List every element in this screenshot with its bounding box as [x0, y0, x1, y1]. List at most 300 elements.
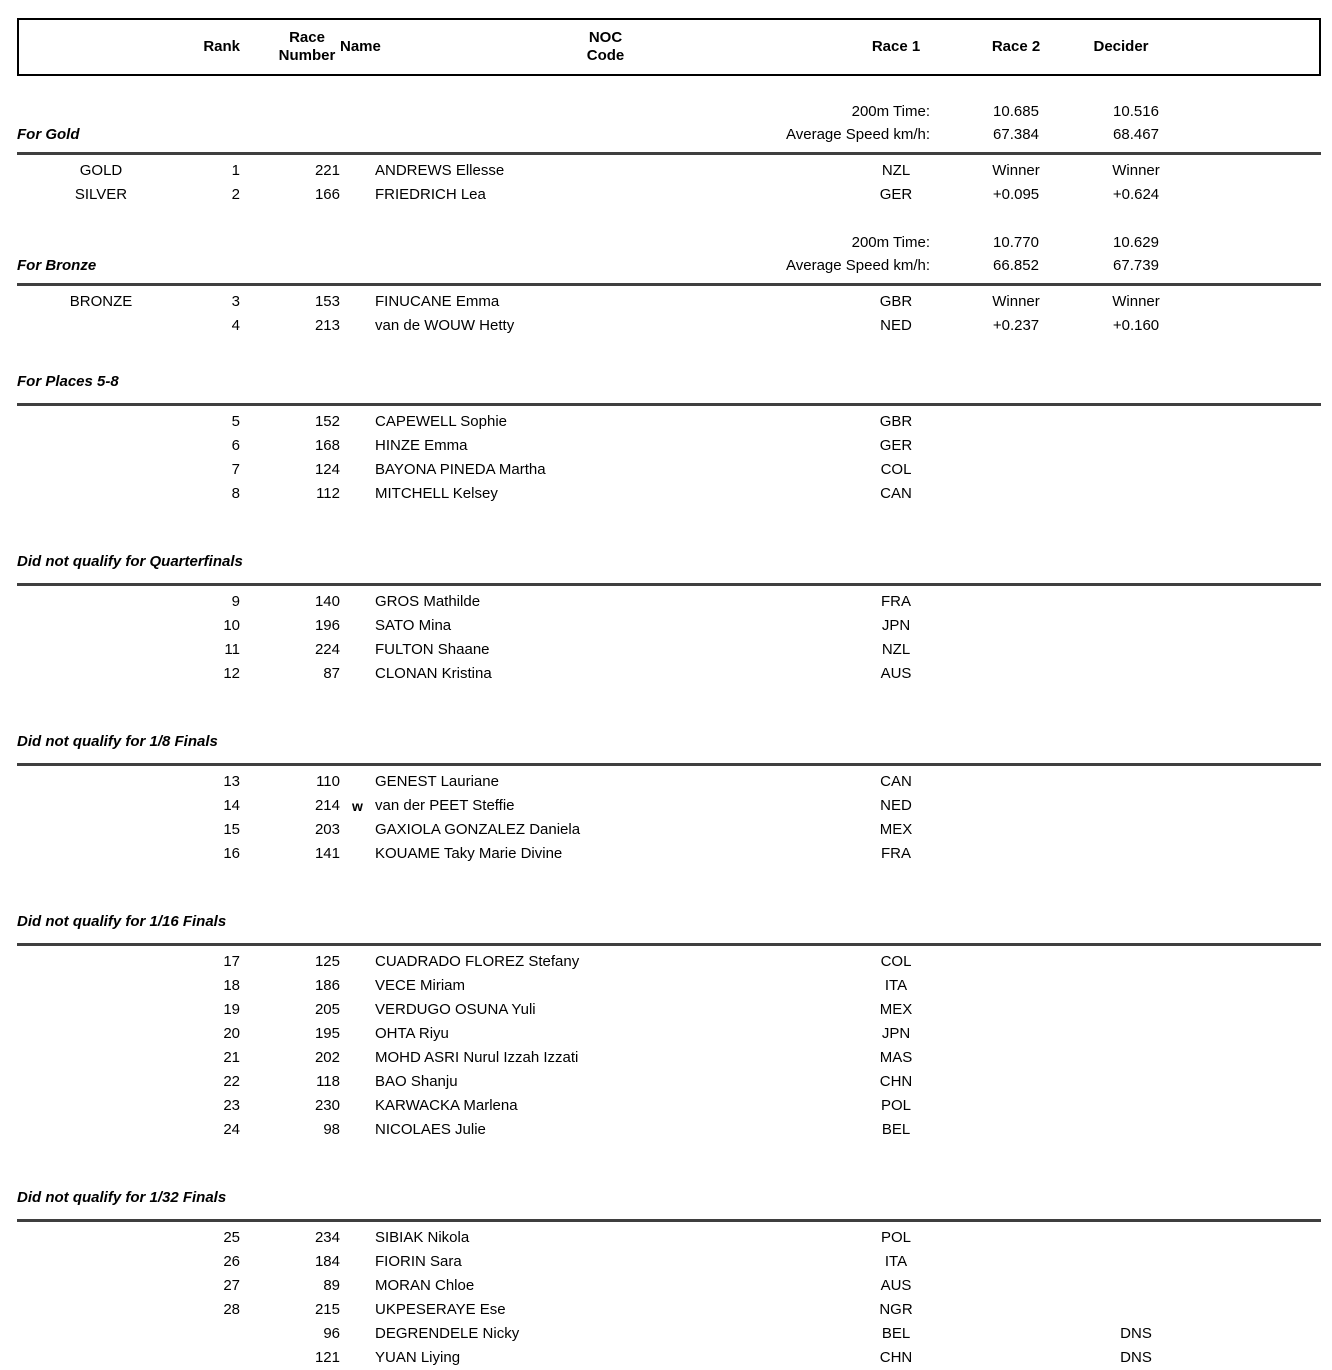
race-number-cell: 184 [314, 1253, 340, 1270]
decider-cell [1196, 482, 1321, 506]
race2-cell [1076, 1298, 1196, 1322]
race2-cell: DNS [1120, 1349, 1152, 1366]
race2-cell [1076, 590, 1196, 614]
relegation-note [340, 1274, 375, 1298]
rank-cell: 8 [231, 485, 240, 502]
table-row [17, 998, 1321, 1022]
relegation-note [340, 770, 375, 794]
noc-code-column-header [375, 29, 836, 65]
race-number-cell: 215 [314, 1301, 340, 1318]
section-rows [17, 159, 1321, 207]
rank-column-header: Rank [203, 38, 240, 55]
race2-cell [1076, 1274, 1196, 1298]
table-row [17, 770, 1321, 794]
rank-cell: 26 [223, 1253, 240, 1270]
medal-label [17, 818, 185, 842]
race1-cell: +0.095 [992, 186, 1040, 203]
race1-cell [956, 1298, 1076, 1322]
table-row [17, 1022, 1321, 1046]
race-number-cell: 186 [314, 977, 340, 994]
rank-cell: 18 [223, 977, 240, 994]
race2-cell [1076, 1250, 1196, 1274]
relegation-note [340, 614, 375, 638]
race-number-cell: 110 [316, 773, 340, 790]
race1-cell [956, 794, 1076, 818]
decider-column-header: Decider [1093, 38, 1149, 55]
rank-cell: 10 [223, 617, 240, 634]
relegation-note [340, 1046, 375, 1070]
section-title: Did not qualify for 1/16 Finals [17, 913, 227, 930]
name-cell: KOUAME Taky Marie Divine [375, 845, 563, 862]
section-rows [17, 950, 1321, 1142]
relegation-note [340, 1298, 375, 1322]
race1-cell [956, 770, 1076, 794]
decider-cell [1196, 314, 1321, 338]
section-title: Did not qualify for Quarterfinals [17, 553, 243, 570]
noc-cell: NZL [881, 641, 911, 658]
relegation-note [340, 183, 375, 207]
race2-cell [1076, 818, 1196, 842]
section-rows [17, 410, 1321, 506]
name-cell: VECE Miriam [375, 977, 466, 994]
race-number-cell: 140 [314, 593, 340, 610]
medal-label [17, 1094, 185, 1118]
decider-cell [1196, 638, 1321, 662]
race2-cell: Winner [1112, 293, 1160, 310]
race1-cell [956, 590, 1076, 614]
relegation-note [340, 482, 375, 506]
table-row [17, 794, 1321, 818]
race1-cell [956, 434, 1076, 458]
race1-cell [956, 974, 1076, 998]
race1-cell [956, 842, 1076, 866]
name-cell: SIBIAK Nikola [375, 1229, 470, 1246]
noc-cell: MEX [879, 1001, 913, 1018]
name-cell: MOHD ASRI Nurul Izzah Izzati [375, 1049, 579, 1066]
rank-cell: 3 [231, 293, 240, 310]
race1-cell [956, 662, 1076, 686]
table-row [17, 434, 1321, 458]
relegation-note [340, 1022, 375, 1046]
race-number-cell: 112 [316, 485, 340, 502]
medal-label [17, 590, 185, 614]
race-number-cell: 153 [314, 293, 340, 310]
relegation-note [340, 159, 375, 183]
section-divider [17, 1219, 1321, 1222]
noc-cell: NED [880, 317, 912, 334]
race2-cell: +0.160 [1112, 317, 1160, 334]
race2-cell [1076, 1118, 1196, 1142]
race-number-cell: 125 [314, 953, 340, 970]
noc-cell: AUS [880, 665, 912, 682]
race-number-cell: 205 [314, 1001, 340, 1018]
table-row [17, 638, 1321, 662]
decider-cell [1196, 1046, 1321, 1070]
table-row [17, 842, 1321, 866]
section-divider [17, 763, 1321, 766]
table-row [17, 1346, 1321, 1370]
rank-cell: 7 [231, 461, 240, 478]
section-title: For Places 5-8 [17, 373, 119, 390]
name-cell: VERDUGO OSUNA Yuli [375, 1001, 536, 1018]
medal-label [17, 1070, 185, 1094]
rank-cell: 15 [223, 821, 240, 838]
medal-label [17, 458, 185, 482]
name-cell: MITCHELL Kelsey [375, 485, 498, 502]
relegation-note [340, 1226, 375, 1250]
race2-column-header: Race 2 [991, 38, 1041, 55]
medal-label [17, 638, 185, 662]
name-cell: HINZE Emma [375, 437, 468, 454]
name-cell: GAXIOLA GONZALEZ Daniela [375, 821, 581, 838]
decider-cell [1196, 183, 1321, 207]
decider-cell [1196, 1298, 1321, 1322]
noc-cell: GBR [879, 413, 913, 430]
race2-cell [1076, 434, 1196, 458]
race1-200m-time: 10.770 [993, 234, 1039, 251]
race-number-cell: 152 [314, 413, 340, 430]
medal-label [17, 950, 185, 974]
race-number-column-header-label: Race Number [278, 29, 336, 64]
race2-cell [1076, 410, 1196, 434]
race1-cell [956, 1094, 1076, 1118]
relegation-note [340, 1322, 375, 1346]
table-row [17, 662, 1321, 686]
noc-cell: JPN [881, 1025, 911, 1042]
rank-cell: 6 [231, 437, 240, 454]
rank-cell: 25 [223, 1229, 240, 1246]
table-row [17, 1322, 1321, 1346]
section-title: For Bronze [17, 257, 97, 274]
race1-cell [956, 1322, 1076, 1346]
race2-200m-time: 10.629 [1113, 234, 1159, 251]
rank-cell: 5 [231, 413, 240, 430]
table-row [17, 1250, 1321, 1274]
relegation-note [340, 842, 375, 866]
name-column-header: Name [340, 38, 381, 55]
table-row [17, 818, 1321, 842]
decider-cell [1196, 1094, 1321, 1118]
race1-cell [956, 1022, 1076, 1046]
relegation-note [340, 434, 375, 458]
race1-cell: +0.237 [992, 317, 1040, 334]
noc-cell: GBR [879, 293, 913, 310]
medal-label [17, 1298, 185, 1322]
results-table-header [17, 18, 1321, 76]
name-cell: BAO Shanju [375, 1073, 458, 1090]
race2-cell [1076, 1022, 1196, 1046]
noc-cell: AUS [880, 1277, 912, 1294]
medal-label [17, 842, 185, 866]
name-cell: BAYONA PINEDA Martha [375, 461, 546, 478]
noc-cell: MEX [879, 821, 913, 838]
name-cell: FULTON Shaane [375, 641, 490, 658]
medal-label [17, 662, 185, 686]
race1-cell [956, 1250, 1076, 1274]
race-number-cell: 221 [314, 162, 340, 179]
race1-cell [956, 614, 1076, 638]
decider-cell [1196, 1118, 1321, 1142]
rank-cell: 12 [223, 665, 240, 682]
race2-cell [1076, 770, 1196, 794]
relegation-note [340, 1094, 375, 1118]
table-row [17, 314, 1321, 338]
noc-cell: ITA [884, 1253, 908, 1270]
rank-cell: 13 [223, 773, 240, 790]
name-cell: GROS Mathilde [375, 593, 481, 610]
speed-label: Average Speed km/h: [786, 126, 930, 143]
decider-cell [1196, 1322, 1321, 1346]
race2-cell [1076, 1226, 1196, 1250]
medal-label [17, 434, 185, 458]
race-number-cell: 214 [314, 797, 340, 814]
rank-cell [185, 1322, 240, 1346]
medal-label [17, 1274, 185, 1298]
section-divider [17, 583, 1321, 586]
decider-cell [1196, 159, 1321, 183]
noc-cell: CHN [879, 1073, 913, 1090]
table-row [17, 590, 1321, 614]
noc-cell: FRA [881, 593, 911, 610]
race2-200m-time: 10.516 [1113, 103, 1159, 120]
table-row [17, 950, 1321, 974]
rank-cell: 14 [223, 797, 240, 814]
medal-label [17, 614, 185, 638]
noc-cell: COL [880, 953, 912, 970]
noc-code-column-header-label: NOC Code [586, 29, 625, 64]
rank-cell: 22 [223, 1073, 240, 1090]
race1-cell [956, 482, 1076, 506]
race-number-column-header [240, 29, 340, 65]
race-number-cell: 202 [314, 1049, 340, 1066]
medal-label [17, 1250, 185, 1274]
section-rows [17, 590, 1321, 686]
medal-label [17, 410, 185, 434]
rank-cell: 1 [231, 162, 240, 179]
decider-cell [1196, 818, 1321, 842]
race-number-cell: 96 [323, 1325, 340, 1342]
race2-cell [1076, 950, 1196, 974]
name-cell: OHTA Riyu [375, 1025, 449, 1042]
noc-cell: NED [880, 797, 912, 814]
section-divider [17, 283, 1321, 286]
medal-label [17, 1346, 185, 1370]
table-row [17, 614, 1321, 638]
name-cell: DEGRENDELE Nicky [375, 1325, 520, 1342]
name-cell: YUAN Liying [375, 1349, 461, 1366]
noc-cell: CAN [880, 485, 912, 502]
noc-cell: ITA [884, 977, 908, 994]
noc-cell: JPN [881, 617, 911, 634]
decider-cell [1196, 662, 1321, 686]
section-divider [17, 152, 1321, 155]
name-cell: FRIEDRICH Lea [375, 186, 486, 203]
decider-cell [1196, 1070, 1321, 1094]
rank-cell: 11 [224, 641, 240, 658]
table-row [17, 1118, 1321, 1142]
table-row [17, 410, 1321, 434]
decider-cell [1196, 770, 1321, 794]
rank-cell: 17 [223, 953, 240, 970]
results-sections [17, 100, 1321, 1370]
medal-label [17, 314, 185, 338]
relegation-note [340, 638, 375, 662]
table-row [17, 458, 1321, 482]
race1-cell [956, 638, 1076, 662]
relegation-note [340, 1118, 375, 1142]
race2-cell [1076, 998, 1196, 1022]
race1-cell [956, 1070, 1076, 1094]
noc-cell: BEL [881, 1121, 911, 1138]
medal-label [17, 794, 185, 818]
section [17, 730, 1321, 866]
decider-cell [1196, 950, 1321, 974]
race2-cell [1076, 662, 1196, 686]
rank-cell: 23 [223, 1097, 240, 1114]
medal-label [17, 974, 185, 998]
race1-cell: Winner [992, 293, 1040, 310]
decider-cell [1196, 842, 1321, 866]
noc-cell: CAN [880, 773, 912, 790]
relegation-note [340, 290, 375, 314]
noc-cell: CHN [879, 1349, 913, 1366]
section-title: Did not qualify for 1/32 Finals [17, 1189, 227, 1206]
race2-avg-speed: 68.467 [1113, 126, 1159, 143]
section-title: For Gold [17, 126, 80, 143]
section [17, 1186, 1321, 1370]
relegation-note [340, 458, 375, 482]
race1-cell [956, 1346, 1076, 1370]
name-cell: ANDREWS Ellesse [375, 162, 505, 179]
race1-cell [956, 818, 1076, 842]
table-row [17, 482, 1321, 506]
table-row [17, 1046, 1321, 1070]
race1-cell [956, 998, 1076, 1022]
race-number-cell: 234 [314, 1229, 340, 1246]
race2-cell [1076, 842, 1196, 866]
decider-cell [1196, 1022, 1321, 1046]
race-number-cell: 118 [316, 1073, 340, 1090]
section-rows [17, 1226, 1321, 1370]
race-info-block [17, 100, 1321, 146]
race1-avg-speed: 66.852 [993, 257, 1039, 274]
rank-cell: 16 [223, 845, 240, 862]
noc-cell: NZL [881, 162, 911, 179]
decider-cell [1196, 290, 1321, 314]
section [17, 231, 1321, 338]
relegation-note [340, 1346, 375, 1370]
time-label: 200m Time: [851, 234, 930, 251]
relegation-note [340, 1070, 375, 1094]
noc-cell: NGR [879, 1301, 913, 1318]
rank-cell: 28 [223, 1301, 240, 1318]
race-number-cell: 89 [323, 1277, 340, 1294]
name-cell: GENEST Lauriane [375, 773, 499, 790]
race1-cell: Winner [992, 162, 1040, 179]
name-cell: FIORIN Sara [375, 1253, 462, 1270]
name-cell: KARWACKA Marlena [375, 1097, 518, 1114]
name-cell: SATO Mina [375, 617, 452, 634]
medal-label [17, 770, 185, 794]
decider-cell [1196, 998, 1321, 1022]
name-cell: FINUCANE Emma [375, 293, 500, 310]
race-number-cell: 195 [314, 1025, 340, 1042]
noc-cell: POL [880, 1229, 911, 1246]
section [17, 910, 1321, 1142]
name-cell: MORAN Chloe [375, 1277, 475, 1294]
relegation-note [340, 974, 375, 998]
race-number-cell: 224 [314, 641, 340, 658]
race2-cell: +0.624 [1112, 186, 1160, 203]
race2-cell [1076, 638, 1196, 662]
race-number-cell: 213 [314, 317, 340, 334]
time-label: 200m Time: [851, 103, 930, 120]
table-row [17, 290, 1321, 314]
decider-cell [1196, 1250, 1321, 1274]
decider-cell [1196, 614, 1321, 638]
table-row [17, 1274, 1321, 1298]
rank-cell: 4 [231, 317, 240, 334]
race-number-cell: 87 [323, 665, 340, 682]
table-row [17, 1226, 1321, 1250]
race1-cell [956, 1226, 1076, 1250]
name-cell: CUADRADO FLOREZ Stefany [375, 953, 580, 970]
medal-label: BRONZE [69, 293, 133, 310]
decider-cell [1196, 590, 1321, 614]
race1-cell [956, 950, 1076, 974]
race-number-cell: 203 [314, 821, 340, 838]
rank-cell [185, 1346, 240, 1370]
section [17, 370, 1321, 506]
medal-label [17, 482, 185, 506]
section-rows [17, 770, 1321, 866]
medal-label [17, 1022, 185, 1046]
race2-cell [1076, 974, 1196, 998]
name-cell: CAPEWELL Sophie [375, 413, 508, 430]
section-divider [17, 943, 1321, 946]
name-cell: UKPESERAYE Ese [375, 1301, 506, 1318]
medal-label: SILVER [74, 186, 128, 203]
rank-cell: 24 [223, 1121, 240, 1138]
race1-cell [956, 1118, 1076, 1142]
decider-cell [1196, 1226, 1321, 1250]
table-row [17, 1298, 1321, 1322]
name-cell: van de WOUW Hetty [375, 317, 515, 334]
race2-cell: Winner [1112, 162, 1160, 179]
section-rows [17, 290, 1321, 338]
section-divider [17, 403, 1321, 406]
race-number-cell: 98 [323, 1121, 340, 1138]
race2-cell: DNS [1120, 1325, 1152, 1342]
race2-cell [1076, 482, 1196, 506]
section [17, 550, 1321, 686]
name-cell: NICOLAES Julie [375, 1121, 486, 1138]
relegation-note [340, 590, 375, 614]
race2-avg-speed: 67.739 [1113, 257, 1159, 274]
rank-cell: 20 [223, 1025, 240, 1042]
table-row [17, 1070, 1321, 1094]
name-cell: van der PEET Steffie [375, 797, 515, 814]
medal-label [17, 1226, 185, 1250]
name-cell: CLONAN Kristina [375, 665, 492, 682]
race2-cell [1076, 614, 1196, 638]
relegation-note [340, 818, 375, 842]
decider-cell [1196, 794, 1321, 818]
medal-label [17, 1046, 185, 1070]
race-number-cell: 141 [314, 845, 340, 862]
race-info-block [17, 231, 1321, 277]
race2-cell [1076, 1070, 1196, 1094]
